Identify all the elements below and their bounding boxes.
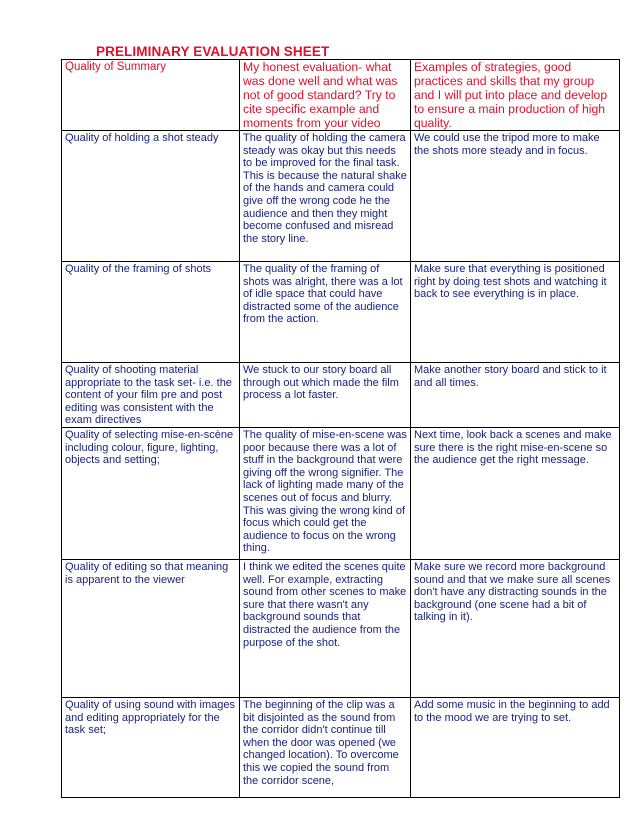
page-title: PRELIMINARY EVALUATION SHEET xyxy=(96,44,330,59)
improvement-cell xyxy=(411,559,620,697)
criteria-text: Quality of editing so that meaning is apparent to the viewer xyxy=(65,560,229,586)
criteria-cell xyxy=(62,131,240,262)
header-criteria: Quality of Summary xyxy=(65,61,166,73)
table-row xyxy=(62,559,620,697)
criteria-text: Quality of selecting mise-en-scène including colour, figure, lighting, objects and setting; xyxy=(65,428,234,467)
criteria-cell xyxy=(62,427,240,559)
table-row xyxy=(62,427,620,559)
improvement-text: Add some music in the beginning to add to the mood we are trying to set. xyxy=(414,698,610,724)
improvement-text: Make sure we record more background sound and that we make sure all scenes don't have any distracting sounds in the background (one scene had a bit of talking in it). xyxy=(414,560,611,624)
table-row xyxy=(62,363,620,428)
table-header-row xyxy=(62,60,620,131)
criteria-text: Quality of using sound with images and editing appropriately for the task set; xyxy=(65,698,235,737)
evaluation-text: The quality of the framing of shots was alright, there was a lot of idle space that could have distracted some of the audience from the action. xyxy=(243,263,403,326)
table-row xyxy=(62,697,620,797)
evaluation-text: We stuck to our story board all through out which made the film process a lot faster. xyxy=(243,364,399,402)
evaluation-cell xyxy=(240,363,411,428)
improvement-cell xyxy=(411,363,620,428)
evaluation-text: I think we edited the scenes quite well. For example, extracting sound from other scenes to make sure that there wasn't any background sounds that distracted the audience from the purpose of the shot. xyxy=(243,560,407,649)
table-row xyxy=(62,262,620,363)
improvement-cell xyxy=(411,427,620,559)
improvement-text: Make sure that everything is positioned right by doing test shots and watching it back to see everything is in place. xyxy=(414,263,607,301)
improvement-text: Next time, look back a scenes and make sure there is the right mise-en-scene so the audience get the right message. xyxy=(414,428,612,467)
header-evaluation-cell xyxy=(240,60,411,131)
evaluation-text: The quality of mise-en-scene was poor because there was a lot of stuff in the background that were giving off the wrong signifier. The lack of lighting made many of the scenes out of focus and blurry. This was giving the wrong kind of focus which could get the audience to focus on the wrong thing. xyxy=(243,428,407,555)
criteria-cell xyxy=(62,262,240,363)
header-improvement-cell xyxy=(411,60,620,131)
evaluation-text: The quality of holding the camera steady was okay but this needs to be improved for the final task. This is because the natural shake of the hands and camera could give off the wrong code he the audience and then they might become confused and misread the story line. xyxy=(243,132,407,245)
evaluation-cell xyxy=(240,131,411,262)
evaluation-cell xyxy=(240,697,411,797)
header-criteria-cell xyxy=(62,60,240,131)
table-row xyxy=(62,131,620,262)
header-evaluation: My honest evaluation- what was done well and what was not of good standard? Try to cite specific example and moments from your video xyxy=(243,60,398,130)
header-improvement: Examples of strategies, good practices and skills that my group and I will put into place and develop to ensure a main production of high quality. xyxy=(414,60,608,130)
criteria-cell xyxy=(62,559,240,697)
evaluation-table xyxy=(61,59,620,798)
evaluation-text: The beginning of the clip was a bit disjointed as the sound from the corridor didn't continue till when the door was opened (we changed location). To overcome this we copied the sound from the corridor scene, xyxy=(243,698,399,787)
improvement-text: We could use the tripod more to make the shots more steady and in focus. xyxy=(414,132,600,157)
evaluation-cell xyxy=(240,262,411,363)
improvement-cell xyxy=(411,262,620,363)
criteria-cell xyxy=(62,363,240,428)
evaluation-cell xyxy=(240,427,411,559)
evaluation-cell xyxy=(240,559,411,697)
improvement-cell xyxy=(411,697,620,797)
criteria-text: Quality of shooting material appropriate to the task set- i.e. the content of your film pre and post editing was consistent with the exam directives xyxy=(65,364,232,427)
improvement-cell xyxy=(411,131,620,262)
improvement-text: Make another story board and stick to it and all times. xyxy=(414,364,607,389)
criteria-text: Quality of holding a shot steady xyxy=(65,132,219,144)
criteria-text: Quality of the framing of shots xyxy=(65,263,212,275)
criteria-cell xyxy=(62,697,240,797)
